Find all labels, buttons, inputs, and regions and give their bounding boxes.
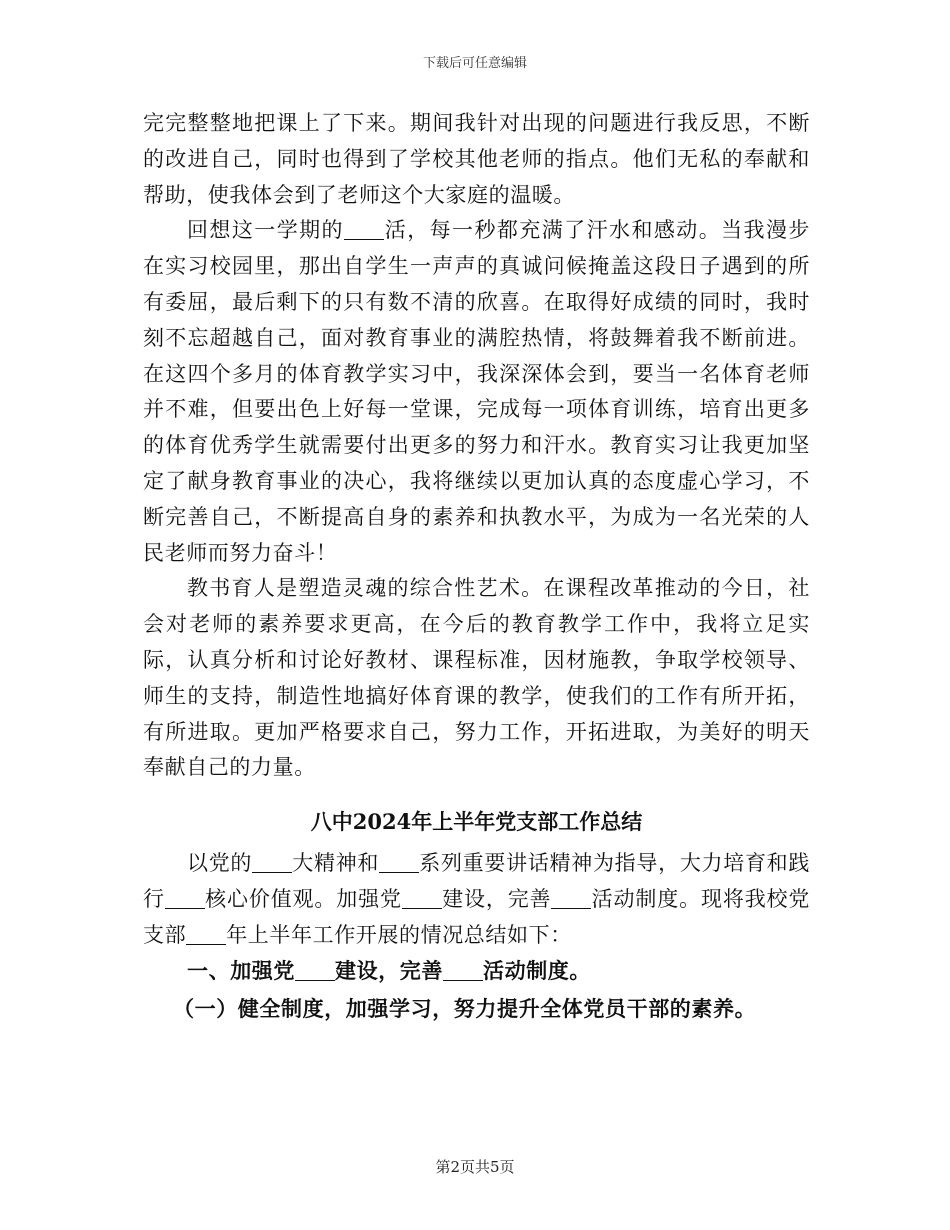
paragraph-2 — [143, 213, 810, 571]
paragraph-4-part-c: 系列重要讲话精神为指导，大力培育和践行 — [143, 850, 810, 911]
blank-underline — [186, 923, 226, 945]
document-body — [143, 106, 810, 1027]
blank-underline — [165, 887, 205, 909]
blank-underline — [402, 887, 442, 909]
blank-underline — [295, 959, 335, 981]
heading-level-2: （一）健全制度，加强学习，努力提升全体党员干部的素养。 — [173, 996, 757, 1022]
paragraph-4 — [143, 846, 810, 953]
section-title: 八中2024年上半年党支部工作总结 — [310, 809, 643, 835]
paragraph-4-part-f: 活动制度。现将我校党支部 — [143, 886, 811, 947]
paragraph-4-part-a: 以党的 — [187, 850, 253, 875]
page-number: 第2页共5页 — [435, 1158, 515, 1176]
paragraph-4-part-g: 年上半年工作开展的情况总结如下： — [226, 922, 572, 947]
header-note: 下载后可任意编辑 — [422, 56, 527, 71]
heading-1-part-b: 建设，完善 — [335, 958, 443, 984]
heading-1-part-c: 活动制度。 — [483, 958, 591, 984]
blank-underline — [379, 851, 419, 873]
heading-level-1 — [143, 953, 810, 989]
paragraph-4-part-b: 大精神和 — [292, 850, 380, 875]
paragraph-2-part-a: 回想这一学期的 — [187, 218, 344, 243]
paragraph-4-part-d: 核心价值观。加强党 — [204, 886, 402, 911]
blank-underline — [252, 851, 292, 873]
paragraph-3: 教书育人是塑造灵魂的综合性艺术。在课程改革推动的今日，社会对老师的素养要求更高，在今后的教育教学工作中，我将立足实际，认真分析和讨论好教材、课程标准，因材施教，争取学校领导、师生的支持，制造性地搞好体育课的教学，使我们的工作有所开拓，有所进取。更加严格要求自己，努力工作，开拓进取，为美好的明天奉献自己的力量。 — [143, 576, 810, 780]
paragraph-1: 完完整整地把课上了下来。期间我针对出现的问题进行我反思，不断的改进自己，同时也得到了学校其他老师的指点。他们无私的奉献和帮助，使我体会到了老师这个大家庭的温暖。 — [143, 111, 810, 207]
blank-underline — [443, 959, 483, 981]
paragraph-2-part-b: 活，每一秒都充满了汗水和感动。当我漫步在实习校园里，那出自学生一声声的真诚问候掩盖这段日子遇到的所有委屈，最后剩下的只有数不清的欣喜。在取得好成绩的同时，我时刻不忘超越自己，面对教育事业的满腔热情，将鼓舞着我不断前进。在这四个多月的体育教学实习中，我深深体会到，要当一名体育老师并不难，但要出色上好每一堂课，完成每一项体育训练，培育出更多的体育优秀学生就需要付出更多的努力和汗水。教育实习让我更加坚定了献身教育事业的决心，我将继续以更加认真的态度虚心学习，不断完善自己，不断提高自身的素养和执教水平，为成为一名光荣的人民老师而努力奋斗！ — [143, 218, 810, 565]
paragraph-4-part-e: 建设，完善 — [441, 886, 552, 911]
blank-underline — [551, 887, 591, 909]
heading-1-part-a: 一、加强党 — [187, 958, 295, 984]
blank-underline — [344, 218, 384, 240]
